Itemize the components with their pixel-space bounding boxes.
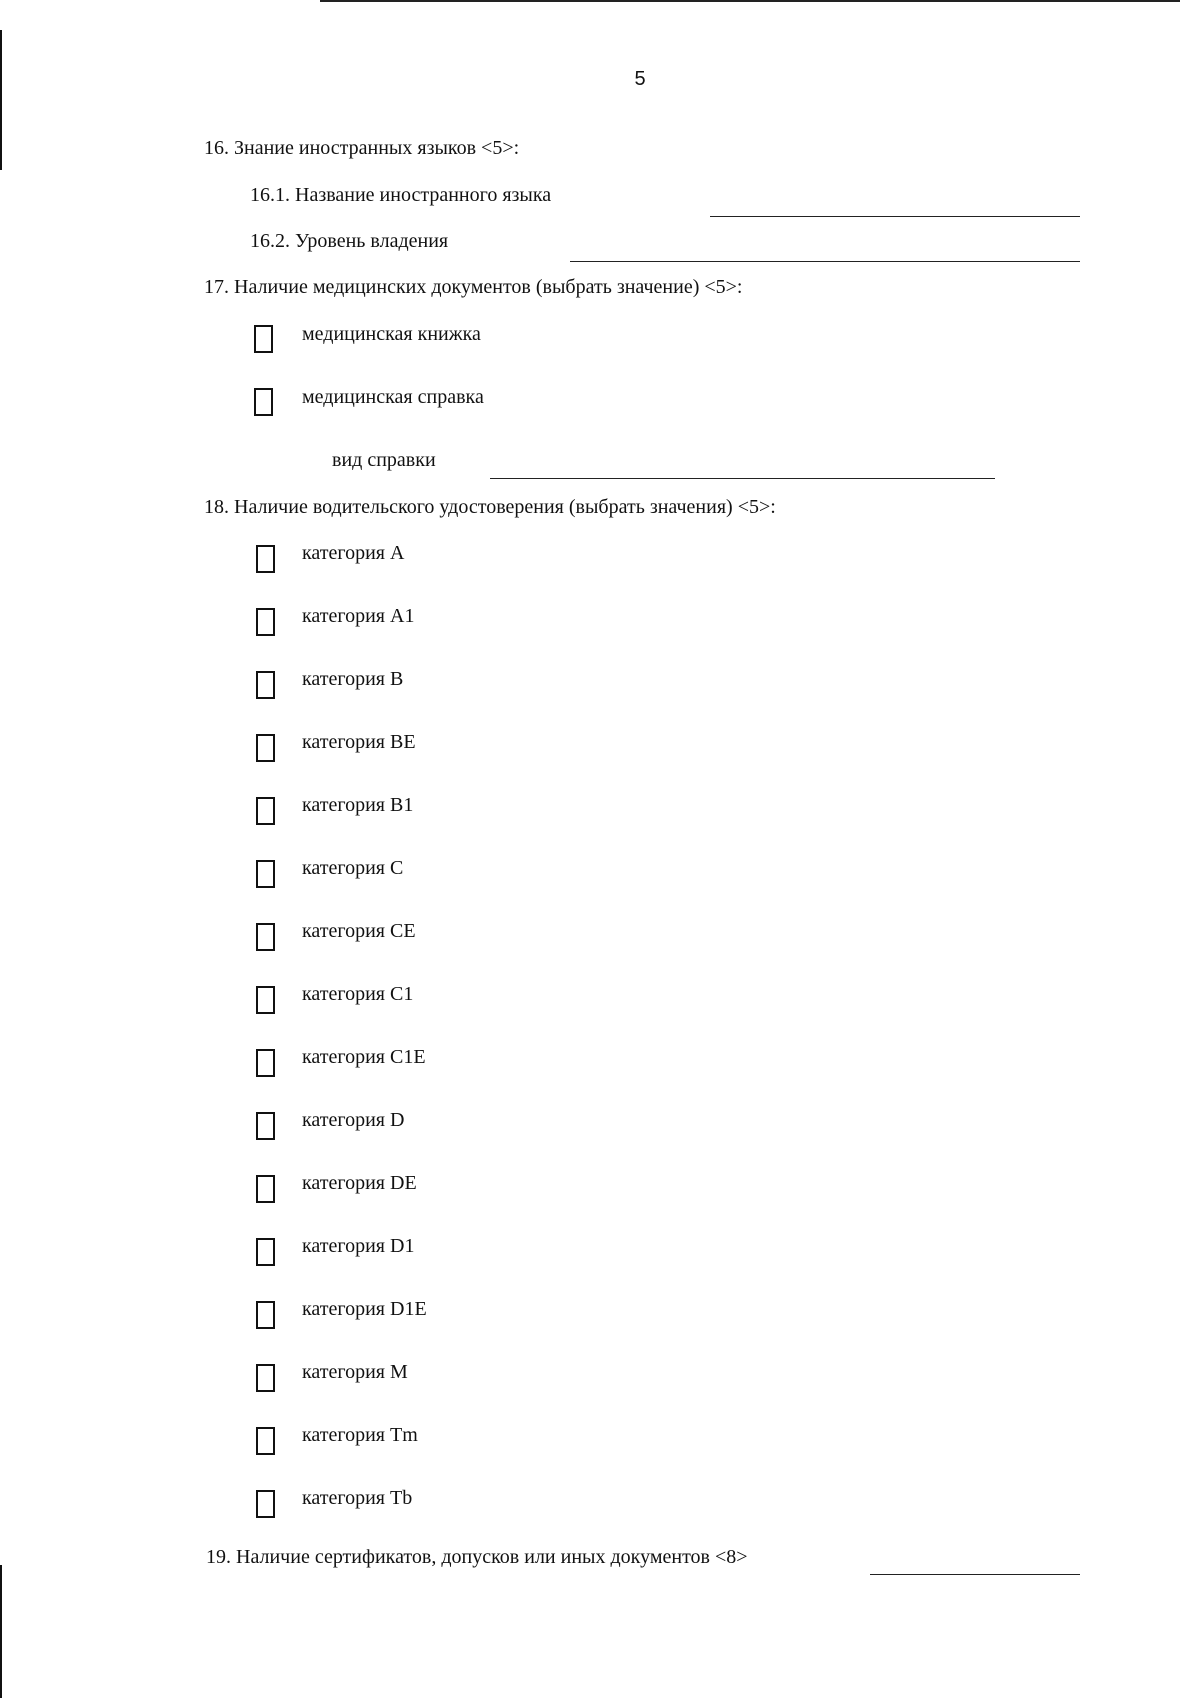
- category-m-label: категория М: [302, 1361, 408, 1383]
- option-med-book-label: медицинская книжка: [302, 323, 481, 345]
- checkbox-category-de[interactable]: [256, 1175, 275, 1203]
- q17-title: 17. Наличие медицинских документов (выбрать значение) <5>:: [204, 276, 743, 298]
- checkbox-category-ce[interactable]: [256, 923, 275, 951]
- category-c-label: категория С: [302, 857, 404, 879]
- category-a1-label: категория А1: [302, 605, 415, 627]
- checkbox-category-a[interactable]: [256, 545, 275, 573]
- cert-type-label: вид справки: [332, 449, 436, 471]
- checkbox-category-c1[interactable]: [256, 986, 275, 1014]
- checkbox-category-b1[interactable]: [256, 797, 275, 825]
- page-number: 5: [634, 68, 646, 90]
- category-tb-label: категория Tb: [302, 1487, 413, 1509]
- checkbox-category-be[interactable]: [256, 734, 275, 762]
- q16-level-field[interactable]: [570, 261, 1080, 262]
- checkbox-category-b[interactable]: [256, 671, 275, 699]
- checkbox-category-tb[interactable]: [256, 1490, 275, 1518]
- category-d1e-label: категория D1E: [302, 1298, 427, 1320]
- checkbox-category-c1e[interactable]: [256, 1049, 275, 1077]
- category-b1-label: категория В1: [302, 794, 414, 816]
- q19-field[interactable]: [870, 1574, 1080, 1575]
- checkbox-category-m[interactable]: [256, 1364, 275, 1392]
- cert-type-field[interactable]: [490, 478, 995, 479]
- q19-title: 19. Наличие сертификатов, допусков или иных документов <8>: [206, 1546, 748, 1568]
- checkbox-med-certificate[interactable]: [254, 388, 273, 416]
- q16-name-label: 16.1. Название иностранного языка: [250, 184, 552, 206]
- category-a-label: категория А: [302, 542, 405, 564]
- q18-title: 18. Наличие водительского удостоверения (выбрать значения) <5>:: [204, 496, 776, 518]
- q16-level-label: 16.2. Уровень владения: [250, 230, 449, 252]
- scan-edge-left-lower: [0, 1565, 2, 1698]
- checkbox-category-c[interactable]: [256, 860, 275, 888]
- checkbox-category-d1e[interactable]: [256, 1301, 275, 1329]
- category-tm-label: категория Tm: [302, 1424, 418, 1446]
- category-d-label: категория D: [302, 1109, 405, 1131]
- option-med-certificate-label: медицинская справка: [302, 386, 484, 408]
- category-be-label: категория ВЕ: [302, 731, 416, 753]
- category-ce-label: категория СЕ: [302, 920, 416, 942]
- scan-edge-top: [320, 0, 1180, 2]
- category-c1e-label: категория С1Е: [302, 1046, 426, 1068]
- category-d1-label: категория D1: [302, 1235, 415, 1257]
- q16-title: 16. Знание иностранных языков <5>:: [204, 137, 520, 159]
- checkbox-category-tm[interactable]: [256, 1427, 275, 1455]
- q16-name-field[interactable]: [710, 216, 1080, 217]
- checkbox-category-a1[interactable]: [256, 608, 275, 636]
- checkbox-category-d1[interactable]: [256, 1238, 275, 1266]
- checkbox-category-d[interactable]: [256, 1112, 275, 1140]
- category-c1-label: категория С1: [302, 983, 414, 1005]
- scan-edge-left-upper: [0, 30, 2, 170]
- checkbox-med-book[interactable]: [254, 325, 273, 353]
- category-b-label: категория В: [302, 668, 404, 690]
- category-de-label: категория DE: [302, 1172, 417, 1194]
